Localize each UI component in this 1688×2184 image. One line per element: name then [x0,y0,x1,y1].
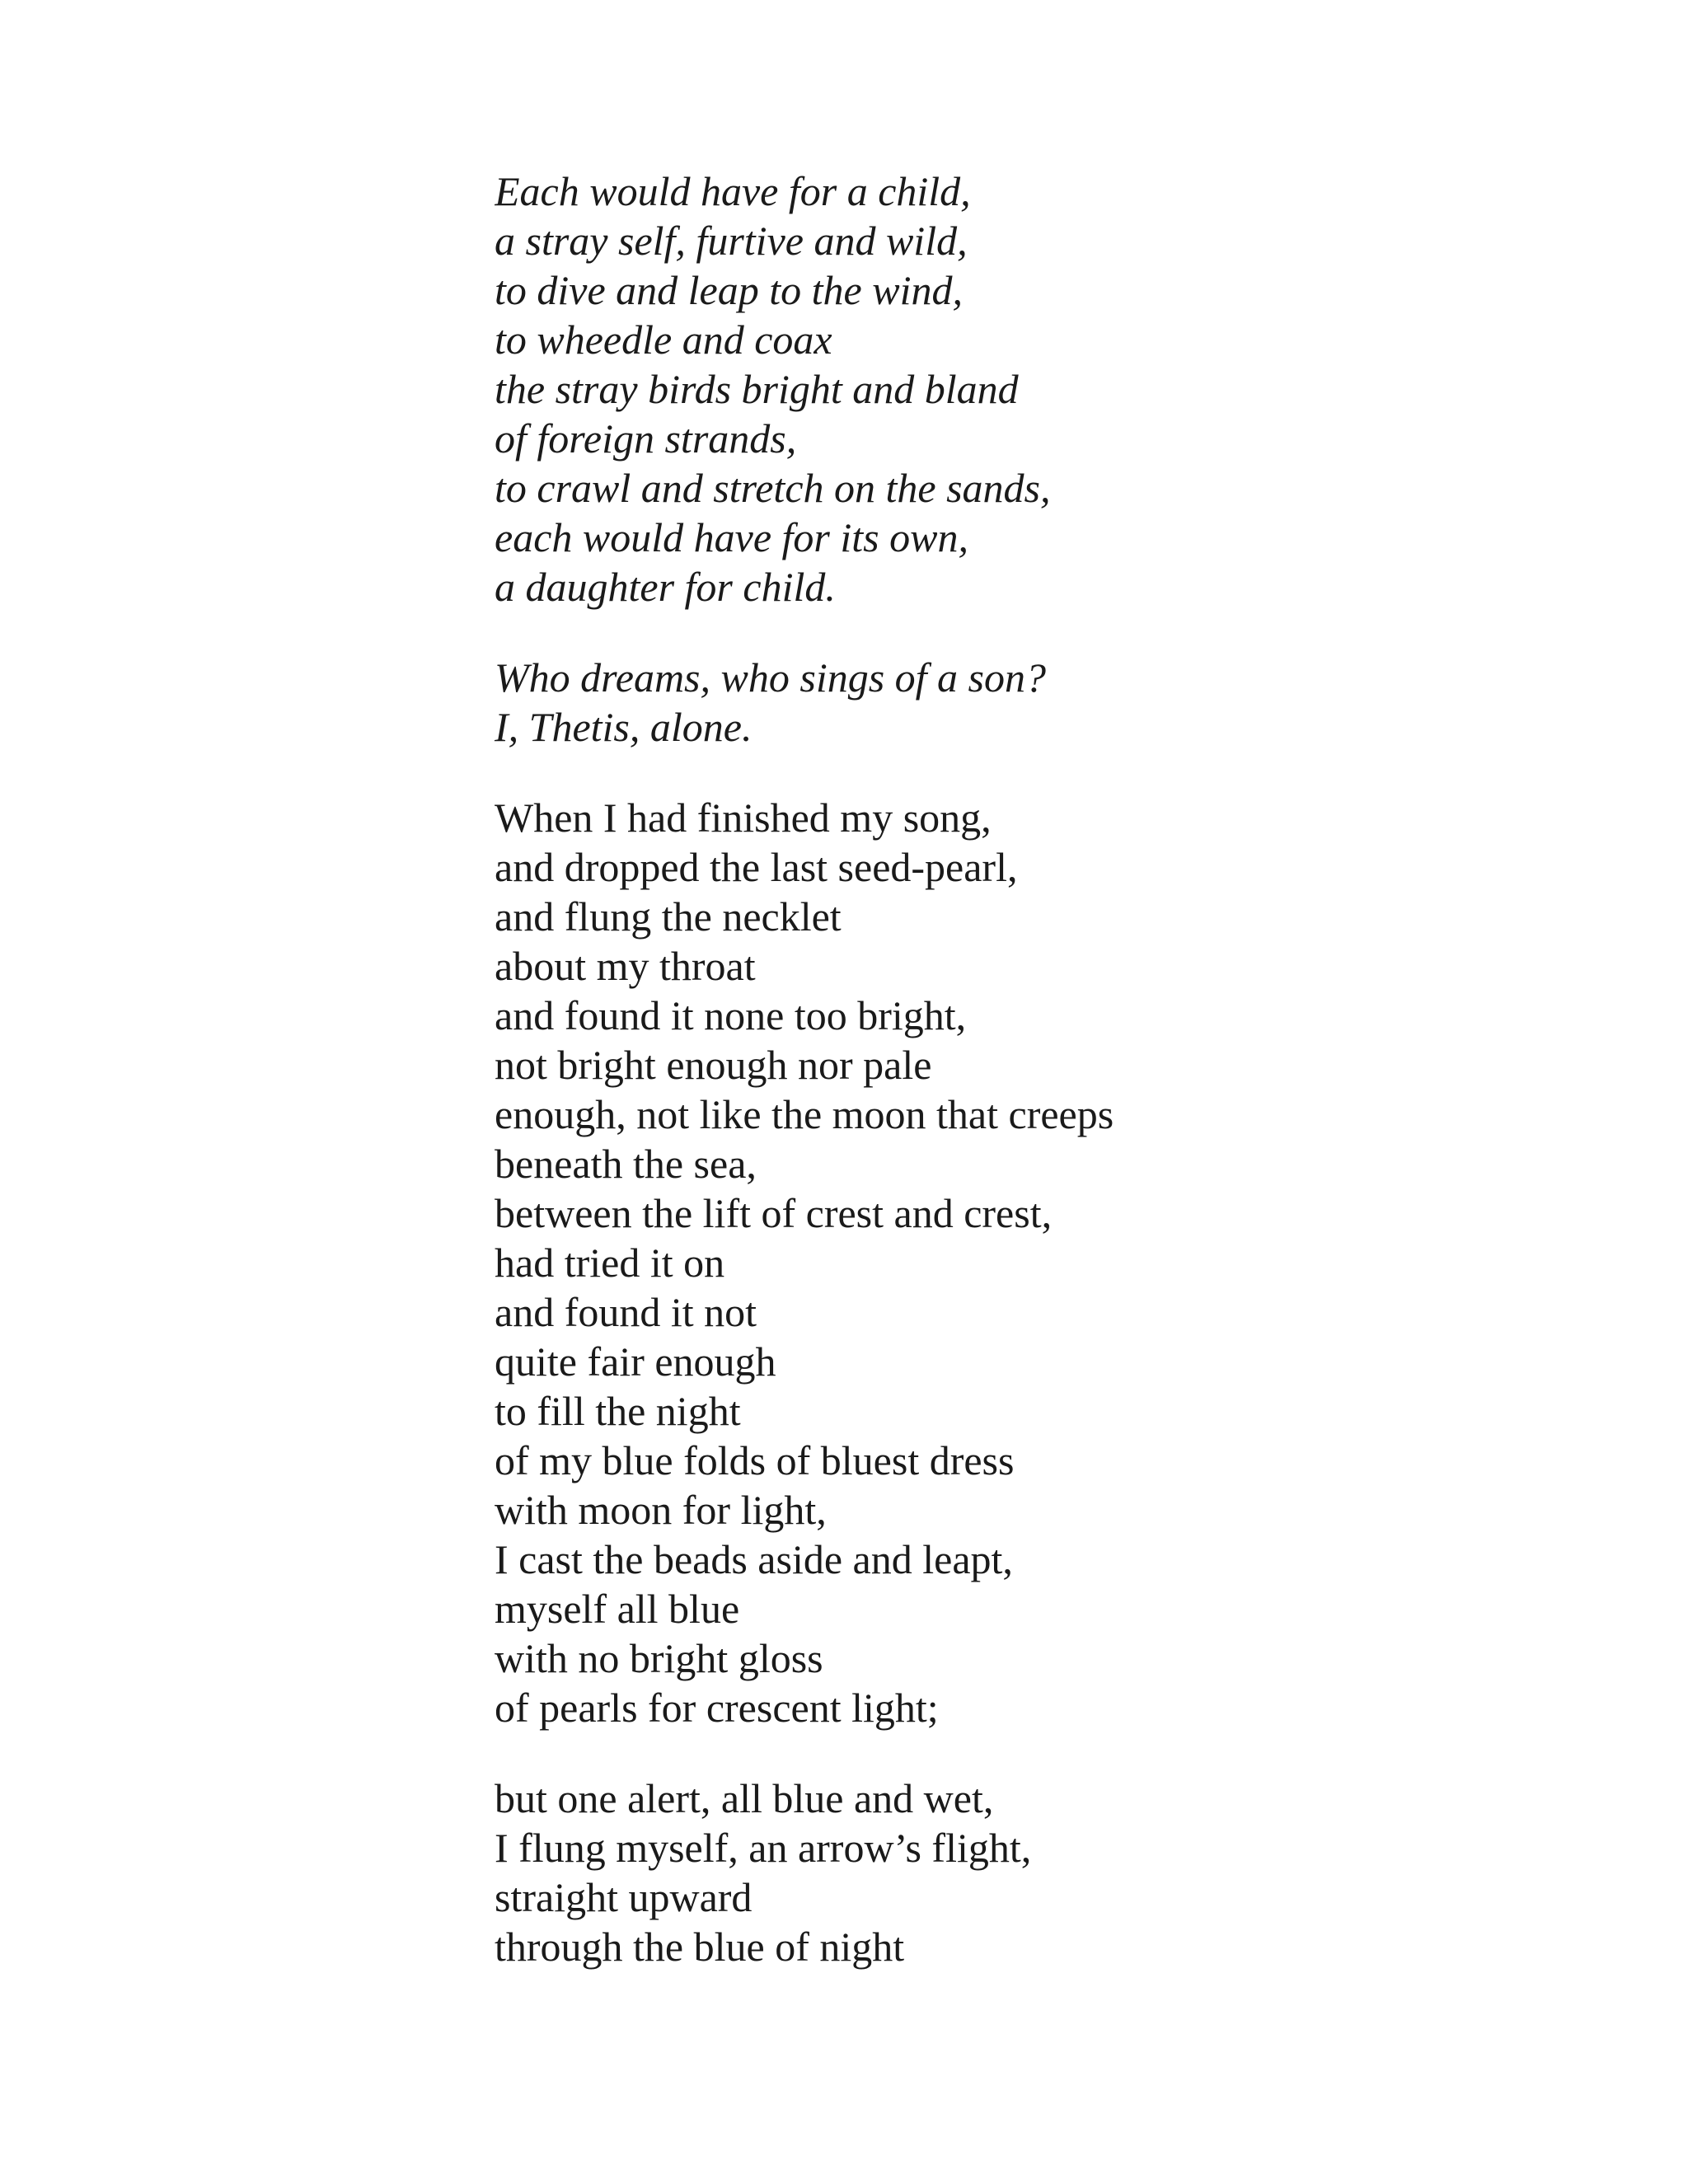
poem-line: with moon for light, [495,1487,827,1533]
poem-line: of foreign strands, [495,415,797,462]
poem-line: and flung the necklet [495,893,842,940]
poem-line: to dive and leap to the wind, [495,267,963,313]
stanza-4 [495,1774,1566,1971]
poem-line: straight upward [495,1874,753,1920]
poem-line: myself all blue [495,1586,740,1632]
poem-line: Each would have for a child, [495,175,971,214]
poem-line: not bright enough nor pale [495,1042,932,1088]
poem-line: and found it not [495,1289,757,1335]
clipped-first-line [495,175,1566,216]
poem-line: I, Thetis, alone. [495,704,753,750]
poem-line: a stray self, furtive and wild, [495,218,968,264]
poem-line: of pearls for crescent light; [495,1685,939,1731]
poem-line: but one alert, all blue and wet, [495,1775,994,1821]
poem-line: and found it none too bright, [495,992,967,1038]
poem-line: and dropped the last seed-pearl, [495,844,1018,890]
poem-line: beneath the sea, [495,1141,757,1187]
poem-line: each would have for its own, [495,514,968,560]
poem-line: with no bright gloss [495,1635,823,1681]
stanza-3 [495,793,1566,1732]
poem-line: had tried it on [495,1240,725,1286]
poem-line: I cast the beads aside and leapt, [495,1536,1013,1582]
poem-line: quite fair enough [495,1338,776,1385]
poem-line: about my throat [495,943,756,989]
poem-line: When I had finished my song, [495,794,992,841]
poem-line: through the blue of night [495,1924,905,1970]
poem-line: enough, not like the moon that creeps [495,1091,1114,1137]
poem-line: a daughter for child. [495,564,836,610]
poem-line: to wheedle and coax [495,316,832,363]
poem-line: the stray birds bright and bland [495,366,1019,412]
poem-line: to crawl and stretch on the sands, [495,465,1051,511]
poem [495,175,1566,1971]
poem-line: of my blue folds of bluest dress [495,1437,1015,1483]
poem-line: between the lift of crest and crest, [495,1190,1053,1236]
poem-line: I flung myself, an arrow’s flight, [495,1825,1032,1871]
stanza-1 [495,175,1566,612]
poem-line: Who dreams, who sings of a son? [495,654,1047,701]
stanza-2 [495,653,1566,752]
poem-line: to fill the night [495,1388,741,1434]
